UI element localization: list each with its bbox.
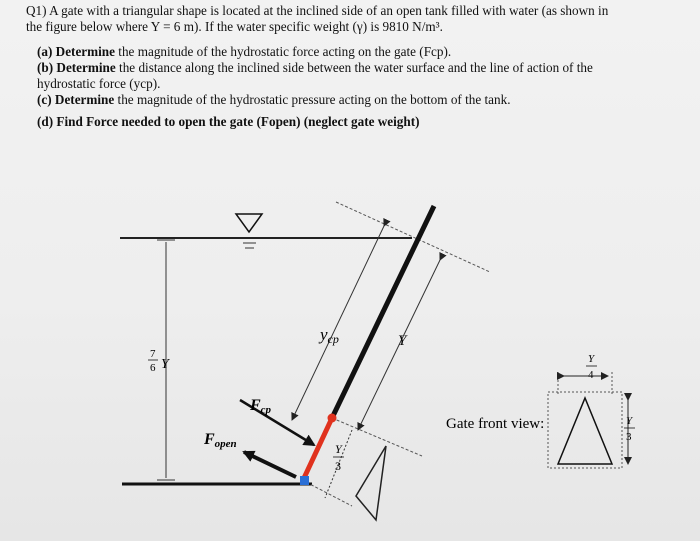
ycp-label-sub: cp	[327, 332, 339, 346]
gate-side-triangle	[356, 446, 386, 520]
gate-bottom-stop	[300, 476, 309, 485]
front-view-label: Gate front view:	[446, 416, 545, 432]
height-den: 3	[626, 431, 632, 443]
depth-frac-den: 6	[150, 362, 156, 374]
front-view-triangle	[558, 398, 612, 464]
fopen-label-main: F	[204, 431, 215, 448]
part-c-text: the magnitude of the hydrostatic pressure acting on the bottom of the tank.	[117, 92, 511, 107]
ycp-label-main: y	[320, 325, 328, 344]
fcp-label-sub: cp	[260, 404, 272, 416]
height-num: Y	[626, 415, 633, 427]
part-c-label: (c) Determine	[37, 92, 115, 107]
question-intro-line1: Q1) A gate with a triangular shape is located at the inclined side of an open tank filled with water (as shown in	[26, 3, 609, 18]
part-b-label: (b) Determine	[37, 60, 116, 75]
depth-frac-num: 7	[150, 348, 156, 360]
gate-len-num: Y	[335, 442, 342, 456]
fopen-arrow	[244, 452, 296, 477]
fopen-label-sub: open	[214, 438, 237, 450]
fopen-label	[203, 431, 237, 450]
gate-len-den: 3	[335, 459, 341, 473]
question-intro-line2: the figure below where Y = 6 m). If the water specific weight (γ) is 9810 N/m³.	[26, 19, 443, 34]
part-b-text-2: hydrostatic force (ycp).	[37, 76, 161, 91]
water-surface-symbol	[236, 214, 262, 248]
gate-top-hinge	[328, 414, 337, 423]
part-d-text: (d) Find Force needed to open the gate (Fopen) (neglect gate weight)	[37, 114, 420, 129]
width-den: 4	[588, 369, 594, 381]
front-view-box	[548, 392, 622, 468]
fcp-label	[249, 397, 272, 416]
width-num: Y	[588, 353, 595, 365]
fcp-label-main: F	[250, 397, 261, 414]
y-label: Y	[398, 333, 407, 349]
gate-segment	[304, 418, 332, 478]
part-a-label: (a) Determine	[37, 44, 115, 59]
part-b-text-1: the distance along the inclined side between the water surface and the line of action of the	[119, 60, 593, 75]
ycp-dimension-line	[292, 226, 384, 420]
part-a-text: the magnitude of the hydrostatic force acting on the gate (Fcp).	[118, 44, 452, 59]
depth-var: Y	[161, 357, 169, 372]
dashed-extension-gate-top	[332, 418, 422, 456]
